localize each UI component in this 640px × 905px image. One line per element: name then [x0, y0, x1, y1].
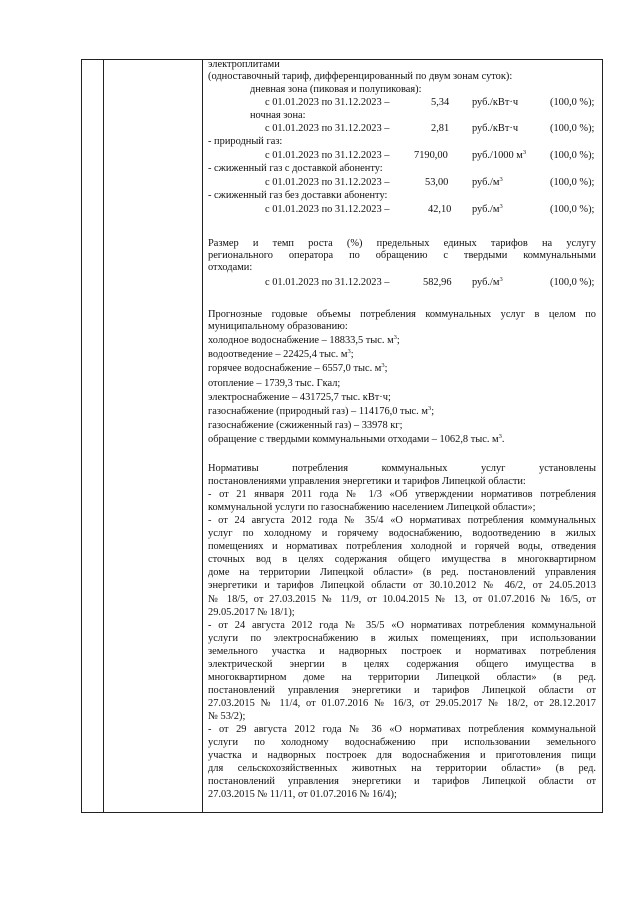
gas-natural-label: - природный газ:	[208, 136, 283, 147]
norms-line: - от 21 января 2011 года № 1/3 «Об утверждении нормативов потребления	[208, 489, 596, 501]
volume-item: горячее водоснабжение – 6557,0 тыс. $м^3$;	[208, 362, 388, 375]
tariff-row: с 01.01.2023 по 31.12.2023 – 42,10 $руб./м^3$ (100,0 %);	[265, 203, 595, 215]
tariff-row: с 01.01.2023 по 31.12.2023 – 7190,00 руб./1000 $м^3$ (100,0 %);	[265, 149, 595, 161]
column-divider	[202, 60, 203, 812]
norms-line: - от 24 августа 2012 года № 35/4 «О нормативах потребления коммунальных	[208, 515, 596, 527]
waste-paragraph-line: регионального оператора по обращению с твердыми коммунальными	[208, 250, 596, 261]
norms-line: доме на территории Липецкой области» (в ред. постановлений управления	[208, 567, 596, 579]
volume-item: газоснабжение (природный газ) – 114176,0 тыс. $м^3$;	[208, 405, 435, 417]
norms-line: многоквартирном доме на территории Липецкой области» (в ред.	[208, 671, 596, 683]
norms-line: Нормативы потребления коммунальных услуг установлены	[208, 463, 596, 474]
norms-line: - от 29 августа 2012 года № 36 «О нормативах потребления коммунальной	[208, 724, 596, 735]
waste-paragraph-line: отходами:	[208, 262, 253, 273]
norms-line: помещениях и нормативах потребления холодной и горячей воды, отведения	[208, 541, 596, 553]
text-column	[208, 60, 596, 812]
day-zone-label: дневная зона (пиковая и полупиковая):	[250, 84, 422, 95]
tariff-row: с 01.01.2023 по 31.12.2023 – 53,00 $руб./м^3$ (100,0 %);	[265, 176, 595, 188]
volume-item: обращение с твердыми коммунальными отходами – 1062,8 тыс. $м^3$.	[208, 433, 505, 446]
norms-line: 27.03.2015 № 11/11, от 01.07.2016 № 16/4);	[208, 789, 397, 801]
norms-line: постановлениями управления энергетики и тарифов Липецкой области:	[208, 476, 526, 488]
norms-line: электрической энергии в целях содержания общего имущества в	[208, 658, 596, 670]
volumes-paragraph-line: Прогнозные годовые объемы потребления коммунальных услуг в целом по	[208, 309, 596, 320]
norms-line: для сельскохозяйственных животных на территории области» (в ред.	[208, 763, 596, 775]
norms-line: № 53/2);	[208, 710, 246, 722]
norms-line: услуг по холодному и горячему водоснабжению, водоотведению в жилых	[208, 528, 596, 540]
norms-line: коммунальной услуги по газоснабжению населением Липецкой области»;	[208, 502, 536, 514]
gas-lpg-nodelivery-label: - сжиженный газ без доставки абоненту:	[208, 190, 388, 201]
volumes-paragraph-line: муниципальному образованию:	[208, 321, 348, 332]
intro-line: (одноставочный тариф, дифференцированный по двум зонам суток):	[208, 71, 513, 82]
norms-line: услуги по холодному водоснабжению при использовании земельного	[208, 737, 596, 749]
norms-line: постановлений управления энергетики и тарифов Липецкой области от	[208, 684, 596, 696]
tariff-row: с 01.01.2023 по 31.12.2023 – 5,34 руб./кВт·ч (100,0 %);	[265, 97, 595, 108]
norms-line: - от 24 августа 2012 года № 35/5 «О нормативах потребления коммунальной	[208, 619, 596, 631]
volume-item: водоотведение – 22425,4 тыс. $м^3$;	[208, 348, 354, 361]
volume-item: отопление – 1739,3 тыс. Гкал;	[208, 377, 341, 389]
norms-line: земельного участка и надворных построек и нормативах потребления	[208, 645, 596, 657]
waste-tariff-row: с 01.01.2023 по 31.12.2023 – 582,96 $руб./м^3$ (100,0 %);	[265, 276, 595, 288]
norms-line: энергетики и тарифов Липецкой области от 30.10.2012 № 46/2, от 24.05.2013	[208, 580, 596, 592]
norms-line: сточных вод в целях содержания общего имущества в многоквартирном	[208, 554, 596, 566]
volume-item: газоснабжение (сжиженный газ) – 33978 кг;	[208, 420, 403, 432]
waste-paragraph-line: Размер и темп роста (%) предельных единых тарифов на услугу	[208, 238, 596, 249]
tariff-row: с 01.01.2023 по 31.12.2023 – 2,81 руб./кВт·ч (100,0 %);	[265, 123, 595, 134]
norms-line: 29.05.2017 № 18/1);	[208, 606, 295, 618]
volume-item: электроснабжение – 431725,7 тыс. кВт·ч;	[208, 391, 391, 403]
document-table	[81, 59, 603, 813]
norms-line: 27.03.2015 № 11/4, от 01.07.2016 № 16/3, от 29.05.2017 № 18/2, от 28.12.2017	[208, 697, 596, 709]
column-divider	[103, 60, 104, 812]
norms-line: услуги по электроснабжению в жилых помещениях, при использовании	[208, 632, 596, 644]
norms-line: постановлений управления энергетики и тарифов Липецкой области от	[208, 776, 596, 788]
norms-line: участка и надворных построек для водоснабжения и приготовления пищи	[208, 750, 596, 762]
volume-item: холодное водоснабжение – 18833,5 тыс. $м^3$;	[208, 334, 400, 346]
gas-lpg-delivery-label: - сжиженный газ с доставкой абоненту:	[208, 163, 383, 174]
night-zone-label: ночная зона:	[250, 110, 306, 121]
intro-line: электроплитами	[208, 59, 280, 70]
norms-line: № 18/5, от 27.03.2015 № 11/9, от 10.04.2015 № 13, от 01.07.2016 № 16/5, от	[208, 593, 596, 605]
